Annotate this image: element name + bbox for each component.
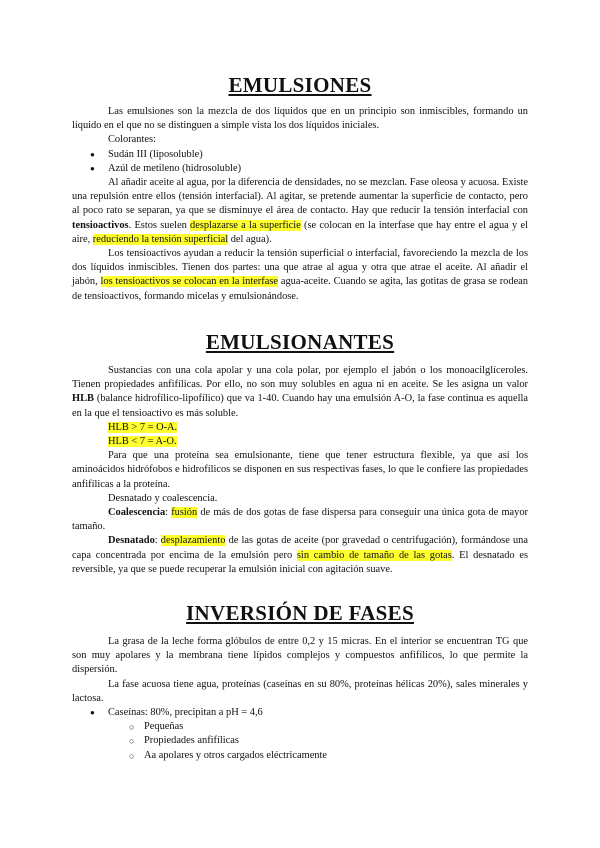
- text-run: Sustancias con una cola apolar y una cola polar, por ejemplo el jabón o los monoacilglíceroles. Tienen propiedades anfifílicas. Por ello, no son muy solubles en agua ni en aceite. Se les asigna un valor: [72, 365, 528, 391]
- highlight: sin cambio de tamaño de las gotas: [296, 549, 452, 561]
- paragraph: [72, 247, 528, 304]
- section-inversion-body: [72, 635, 528, 763]
- text-run: :: [154, 535, 161, 547]
- highlight: reduciendo la tensión superficial: [92, 233, 229, 245]
- highlight: los tensioactivos se colocan en la interfase: [100, 276, 278, 288]
- text-run: de las gotas de aceite (por gravedad o centrifugación), formándose una capa concentrada por encima de la emulsión pero: [72, 535, 528, 561]
- text-run: :: [165, 507, 172, 519]
- paragraph: Desnatado y coalescencia.: [108, 492, 218, 504]
- list-item: ● Sudán III (liposoluble): [72, 148, 528, 162]
- list-item: ○ Propiedades anfifílicas: [72, 734, 528, 748]
- bold-term: Desnatado: [108, 535, 155, 547]
- text-run: de más de dos gotas de fase dispersa para conseguir una única gota de mayor tamaño.: [72, 507, 528, 533]
- text-run: Al añadir aceite al agua, por la diferencia de densidades, no se mezclan. Fase oleosa y acuosa. Existe una repulsión entre ellos (tensión interfacial). Al agitar, se pretende aumentar la superficie de contacto, pero al poco rato se separan, ya que se disminuye el área de contacto. Hay que reducir la tensión interfacial con: [72, 177, 528, 217]
- paragraph: [72, 534, 528, 577]
- paragraph: [72, 364, 528, 421]
- colorantes-list: [72, 148, 528, 176]
- paragraph: [72, 506, 528, 534]
- section-emulsionantes-body: [72, 364, 528, 577]
- text-run: (se colocan en la interfase que hay entre el agua y el aire,: [72, 219, 528, 245]
- highlight: HLB > 7 = O-A.: [108, 421, 178, 433]
- hlb-rule: [72, 421, 528, 435]
- text-run: agua-aceite. Cuando se agita, las gotitas de grasa se rodean de tensioactivos, formando micelas y emulsionándose.: [72, 276, 528, 302]
- text-run: del agua).: [228, 233, 272, 245]
- bold-term: tensioactivos: [72, 219, 129, 231]
- caseinas-list: [72, 706, 528, 720]
- bold-term: HLB: [72, 393, 94, 405]
- list-item: ○ Pequeñas: [72, 720, 528, 734]
- list-item: ● Caseínas: 80%, precipitan a pH = 4,6: [72, 706, 528, 720]
- section-emulsiones-body: [72, 105, 528, 304]
- section-title-emulsionantes: EMULSIONANTES: [205, 330, 395, 354]
- section-title-emulsiones: EMULSIONES: [228, 73, 372, 97]
- paragraph: Las emulsiones son la mezcla de dos líquidos que en un principio son inmiscibles, formando un líquido en el que no se distinguen a simple vista los dos líquidos iniciales.: [72, 106, 528, 132]
- text-run: . Estos suelen: [128, 219, 191, 231]
- colorantes-label: Colorantes:: [108, 134, 156, 146]
- paragraph: La grasa de la leche forma glóbulos de entre 0,2 y 15 micras. En el interior se encuentran TG que son muy apolares y la membrana tiene lípidos complejos y compuestos anfifílicos, lo que permite la dispersión.: [72, 636, 528, 676]
- bold-term: Coalescencia: [108, 507, 166, 519]
- highlight: fusión: [171, 507, 198, 519]
- paragraph: La fase acuosa tiene agua, proteínas (caseínas en su 80%, proteínas hélicas 20%), sales minerales y lactosa.: [72, 678, 528, 704]
- section-title-inversion: INVERSIÓN DE FASES: [186, 601, 414, 625]
- text-run: . El desnatado es reversible, ya que se puede recuperar la emulsión inicial con agitación suave.: [72, 549, 529, 575]
- list-item: ○ Aa apolares y otros cargados eléctricamente: [72, 749, 528, 763]
- paragraph: [72, 176, 528, 247]
- text-run: Los tensioactivos ayudan a reducir la tensión superficial o interfacial, favoreciendo la mezcla de los dos líquidos inmiscibles. Tienen dos partes: una que atrae al agua y otra que atrae el aceite. Al añadir el jabón,: [72, 248, 528, 288]
- paragraph: Para que una proteína sea emulsionante, tiene que tener estructura flexible, ya que así los aminoácidos hidrófobos e hidrofílicos se disponen en sus respectivas fases, lo que le confiere las propiedades anfifílicas a la proteína.: [72, 450, 528, 490]
- highlight: desplazarse a la superficie: [190, 219, 301, 231]
- text-run: (balance hidrofílico-lipofílico) que va 1-40. Cuando hay una emulsión A-O, la fase continua es aquella en la que el tensioactivo es más soluble.: [72, 393, 528, 419]
- highlight: desplazamiento: [160, 535, 226, 547]
- highlight: HLB < 7 = A-O.: [108, 436, 177, 448]
- hlb-rule: [72, 435, 528, 449]
- caseinas-sublist: [72, 720, 528, 763]
- list-item: ● Azúl de metileno (hidrosoluble): [72, 162, 528, 176]
